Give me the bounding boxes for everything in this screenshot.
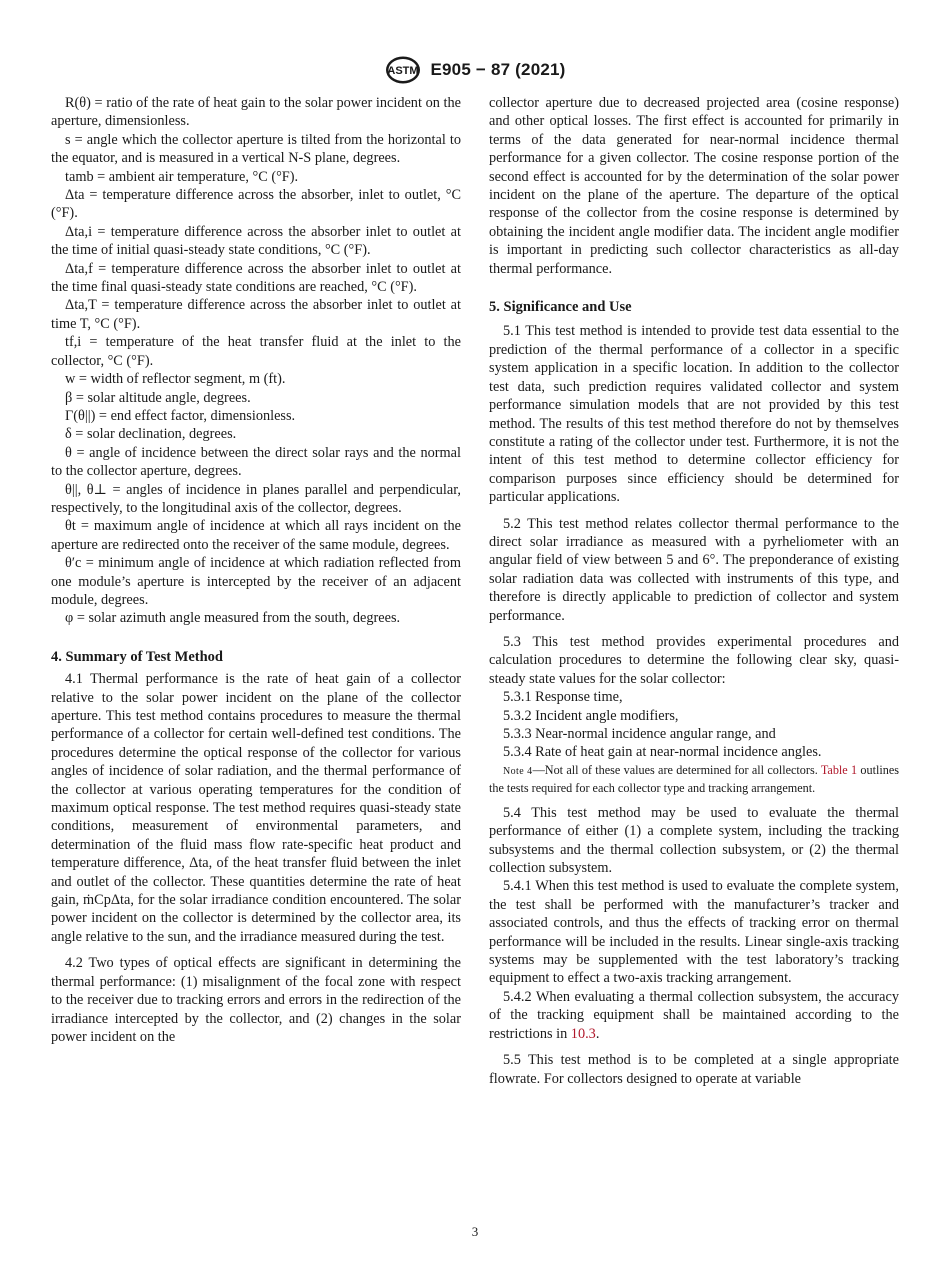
paragraph-5-4: 5.4 This test method may be used to evaluate the thermal performance of either (1) a complete system, including the tracking subsystems and the thermal collection subsystem, or (2) the thermal collection subsystem.	[489, 804, 899, 877]
svg-text:ASTM: ASTM	[387, 65, 420, 77]
definition-item: Δta,T = temperature difference across the absorber inlet to outlet at time T, °C (°F).	[51, 297, 461, 332]
definition-item: θ = angle of incidence between the direct solar rays and the normal to the collector aperture, degrees.	[51, 444, 461, 480]
note-4-tail: outlines the tests required for each collector type and tracking arrangement.	[489, 762, 899, 795]
paragraph-5-4-2	[489, 988, 899, 1043]
paragraph-5-1: 5.1 This test method is intended to provide test data essential to the prediction of the thermal performance of a collector in a specific system application in a specific location. In addition to the collector test data, such prediction requires validated collector and system performance simulation models that are not provided by this test method. The results of this test method therefore do not by themselves constitute a rating of the collector under test. Furthermore, it is not the intent of this test method to determine collector efficiency for comparison purposes since efficiency should be determined for particular applications.	[489, 323, 899, 506]
left-column	[51, 94, 461, 1046]
section-10-3-link[interactable]: 10.3	[570, 1025, 596, 1042]
definition-item: θ′c = minimum angle of incidence at which radiation reflected from one module’s aperture is intercepted by the receiver of an adjacent module, degrees.	[51, 555, 461, 608]
definition-item: δ = solar declination, degrees.	[65, 426, 237, 443]
note-4-text: —Not all of these values are determined for all collectors.	[532, 762, 821, 777]
definition-item: θt = maximum angle of incidence at which all rays incident on the aperture are redirected onto the receiver of the same module, degrees.	[51, 518, 461, 553]
definition-item: R(θ) = ratio of the rate of heat gain to the solar power incident on the aperture, dimensionless.	[51, 95, 461, 130]
list-item-5-3-2: 5.3.2 Incident angle modifiers,	[503, 707, 679, 724]
note-4-label: Note 4	[503, 765, 533, 777]
note-4	[489, 762, 899, 796]
definition-item: Δta = temperature difference across the absorber, inlet to outlet, °C (°F).	[51, 187, 461, 222]
paragraph-4-1: 4.1 Thermal performance is the rate of heat gain of a collector relative to the solar power incident on the plane of the collector aperture. This test method contains procedures to measure the thermal performance of a collector for certain well-defined test conditions. The procedures determine the optical response of the collector for various angles of incidence of solar radiation, and the thermal performance of the collector at various operating temperatures for the condition of maximum optical response. The test method requires quasi-steady state conditions, measurement of environmental parameters, and determination of the fluid mass flow rate-specific heat product and temperature difference, Δta, of the heat transfer fluid between the inlet and outlet of the collector. These quantities determine the rate of heat gain, ṁCpΔta, for the solar irradiance condition encountered. The solar power incident on the collector is determined by the collector area, its angle relative to the sun, and the irradiance measured during the test.	[51, 671, 461, 945]
paragraph-5-4-2-tail: .	[595, 1025, 600, 1042]
paragraph-5-5: 5.5 This test method is to be completed at a single appropriate flowrate. For collectors designed to operate at variable	[489, 1052, 899, 1087]
list-item-5-3-1: 5.3.1 Response time,	[503, 689, 623, 706]
astm-logo-icon	[384, 55, 422, 85]
paragraph-4-2: 4.2 Two types of optical effects are significant in determining the thermal performance: (1) misalignment of the focal zone with respect to the receiver due to tracking errors and errors in the redirection of the irradiance intercepted by the collector, and (2) changes in the solar power incident on the	[51, 955, 461, 1045]
paragraph-5-2: 5.2 This test method relates collector thermal performance to the direct solar irradiance as measured with a pyrheliometer with an angular field of view between 5 and 6°. The preponderance of existing solar radiation data was collected with instruments of this type, and therefore is directly applicable to prediction of collector and system performance.	[489, 515, 899, 624]
page-number: 3	[471, 1224, 479, 1239]
definition-item: tamb = ambient air temperature, °C (°F).	[65, 168, 299, 185]
paragraph-4-2-continued: collector aperture due to decreased projected area (cosine response) and other optical losses. The first effect is accounted for primarily in terms of the data generated for near-normal incidence thermal performance for a given collector. The cosine response portion of the second effect is accounted for by the determination of the solar power incident on the plane of the aperture. The departure of the optical response of the collector from the cosine response is determined by obtaining the incident angle modifier data. The incident angle modifier is important in predicting such collector characteristics as all-day thermal performance.	[489, 95, 899, 277]
definition-item: β = solar altitude angle, degrees.	[65, 389, 251, 406]
page-header	[0, 55, 950, 85]
definition-item: θ||, θ⊥ = angles of incidence in planes parallel and perpendicular, respectively, to the longitudinal axis of the collector, degrees.	[51, 481, 461, 516]
definition-item: Δta,f = temperature difference across the absorber inlet to outlet at the time final quasi-steady state conditions are reached, °C (°F).	[51, 260, 461, 296]
definition-item: tf,i = temperature of the heat transfer fluid at the inlet to the collector, °C (°F).	[51, 334, 461, 369]
right-column	[489, 94, 899, 1088]
paragraph-5-3: 5.3 This test method provides experimental procedures and calculation procedures to determine the following clear sky, quasi-steady state values for the solar collector:	[489, 633, 899, 687]
section-4-heading: 4. Summary of Test Method	[51, 648, 223, 665]
paragraph-5-4-1: 5.4.1 When this test method is used to evaluate the complete system, the test shall be performed with the manufacturer’s tracker and associated controls, and thus the effects of tracking error on thermal performance will be included in the results. Linear single-axis tracking systems may be supplemented with the test laboratory’s tracking equipment to effect a two-axis tracking arrangement.	[489, 878, 899, 987]
definition-item: w = width of reflector segment, m (ft).	[65, 371, 286, 388]
definition-item: Γ(θ||) = end effect factor, dimensionless.	[65, 407, 296, 424]
definition-item: Δta,i = temperature difference across the absorber inlet to outlet at the time of initial quasi-steady state conditions, °C (°F).	[51, 223, 461, 259]
list-item-5-3-3: 5.3.3 Near-normal incidence angular range, and	[503, 726, 776, 742]
list-item-5-3-4: 5.3.4 Rate of heat gain at near-normal incidence angles.	[503, 744, 822, 761]
definition-item: φ = solar azimuth angle measured from the south, degrees.	[65, 610, 401, 627]
document-designation: E905 − 87 (2021)	[430, 60, 566, 79]
definition-item: s = angle which the collector aperture is tilted from the horizontal to the equator, and is measured in a vertical N-S plane, degrees.	[51, 131, 461, 167]
section-5-heading: 5. Significance and Use	[489, 299, 632, 316]
paragraph-5-4-2-text: 5.4.2 When evaluating a thermal collection subsystem, the accuracy of the tracking equipment shall be maintained according to the restrictions in	[489, 988, 899, 1042]
table-1-link[interactable]: Table 1	[820, 762, 858, 777]
